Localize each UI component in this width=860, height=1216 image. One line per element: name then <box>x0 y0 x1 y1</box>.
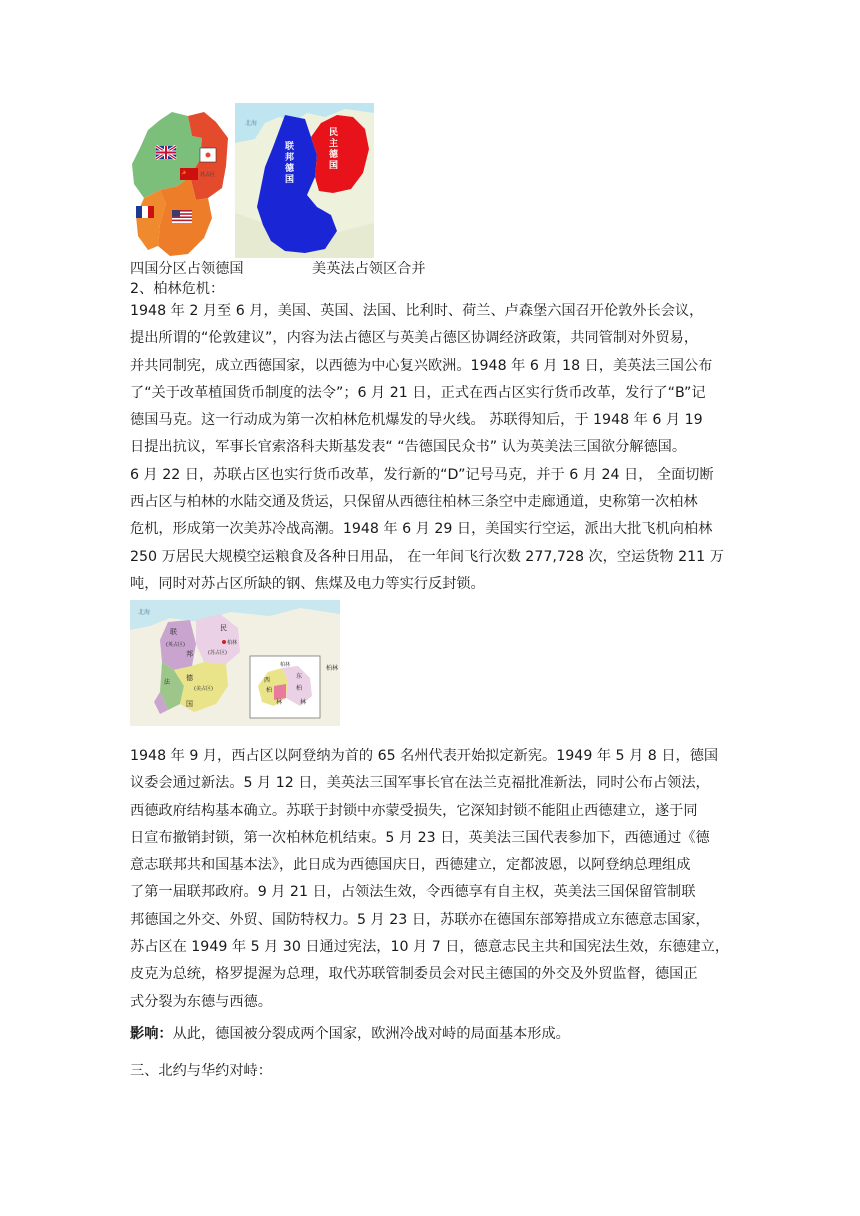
map3-zone-label: 德 <box>186 674 193 682</box>
paragraph-line: 1948 年 9 月，西占区以阿登纳为首的 65 名州代表开始拟定新宪。1949 年 5 月 8 日，德国 <box>130 748 719 764</box>
map3-berlin-label: 柏林 <box>326 665 339 672</box>
map3-zone-label: 柏林 <box>227 640 238 646</box>
map2-sea-label: 北海 <box>245 120 258 127</box>
map-vertical-char: 国 <box>329 161 339 171</box>
paragraph-line: 了第一届联邦政府。9 月 21 日，占领法生效，令西德享有自主权，英美法三国保留管制联 <box>130 884 696 901</box>
map3-zone-label: 邦 <box>186 650 193 658</box>
paragraph-line: 皮克为总统，格罗提渥为总理，取代苏联管制委员会对民主德国的外交及外贸监督，德国正 <box>130 966 698 983</box>
paragraph-line: 式分裂为东德与西德。 <box>130 993 272 1010</box>
inset-label: 东 <box>296 673 303 680</box>
frg-gdr-map <box>235 103 374 258</box>
paragraph-line: 议委会通过新法。5 月 12 日，美英法三国军事长官在法兰克福批准新法，同时公布占领法， <box>130 775 710 792</box>
berlin-marker <box>206 153 211 158</box>
map3-zone-label: 联 <box>170 628 177 636</box>
paragraph-line: 意志联邦共和国基本法》，此日成为西德国庆日，西德建立，定都波恩，以阿登纳总理组成 <box>130 857 691 874</box>
paragraph-line: 苏占区在 1949 年 5 月 30 日通过宪法，10 月 7 日，德意志民主共和国宪法生效，东德建立， <box>130 939 730 956</box>
paragraph-line: 吨，同时对苏占区所缺的钢、焦煤及电力等实行反封锁。 <box>130 575 485 592</box>
berlin-division-map <box>130 600 340 726</box>
paragraph-line: 250 万居民大规模空运粮食及各种日用品， 在一年间飞行次数 277,728 次，空运货物 211 万 <box>130 548 724 565</box>
map3-zone-label: (美占区) <box>194 686 213 692</box>
map3-zone-label: 法 <box>164 679 171 686</box>
map3-sea-label: 北海 <box>138 609 151 616</box>
inset-label: 林 <box>300 699 307 706</box>
inset-label: 柏 <box>296 685 303 692</box>
map-vertical-char: 德 <box>329 150 339 160</box>
map3-zone-label: (英占区) <box>166 642 185 648</box>
map3-zone-label: (苏占区) <box>208 650 227 656</box>
bear-label: 苏占区 <box>200 172 216 178</box>
paragraph-line: 邦德国之外交、外贸、国防特权力。5 月 23 日，苏联亦在德国东部筹措成立东德意志国家， <box>130 911 710 928</box>
map3-berlin-marker <box>222 640 226 644</box>
map3-zone-label: 民 <box>220 624 227 632</box>
impact-paragraph <box>130 1023 734 1043</box>
paragraph-line: 日宣布撤销封锁，第一次柏林危机结束。5 月 23 日，英美法三国代表参加下，西德通过《德 <box>130 829 710 846</box>
impact-label: 影响： <box>130 1026 173 1042</box>
caption-zone-merge: 美英法占领区合并 <box>312 261 426 277</box>
inset-label: 柏林 <box>280 662 291 668</box>
impact-text: 从此，德国被分裂成两个国家，欧洲冷战对峙的局面基本形成。 <box>172 1026 570 1042</box>
paragraph-founding <box>130 743 734 1016</box>
map-vertical-char: 国 <box>285 175 295 185</box>
uk-flag-icon <box>156 146 176 159</box>
paragraph-line: 提出所谓的“伦敦建议”，内容为法占德区与英美占德区协调经济政策，共同管制对外贸易， <box>130 330 699 347</box>
gdr-label <box>329 126 339 171</box>
map-vertical-char: 邦 <box>285 153 295 163</box>
ussr-flag-icon <box>180 168 198 180</box>
frg-label <box>284 140 295 185</box>
heading-nato-warsaw: 三、北约与华约对峙： <box>130 1063 272 1079</box>
paragraph-line: 德国马克。这一行动成为第一次柏林危机爆发的导火线。 苏联得知后，于 1948 年 6 月 19 <box>130 412 703 429</box>
caption-four-zones: 四国分区占领德国 <box>130 261 244 277</box>
berlin-sector-red <box>274 684 286 700</box>
paragraph-line: 了“关于改革植国货币制度的法令”；6 月 21 日，正式在西占区实行货币改革，发行了“B”记 <box>130 384 706 401</box>
paragraph-line: 西德政府结构基本确立。苏联于封锁中亦蒙受损失，它深知封锁不能阻止西德建立，遂于同 <box>130 802 698 819</box>
heading-berlin-crisis: 2、柏林危机： <box>130 281 225 297</box>
inset-label: 西 <box>264 677 271 684</box>
paragraph-berlin-crisis <box>130 298 734 598</box>
svg-text:☭: ☭ <box>181 170 186 177</box>
us-flag-icon <box>172 210 192 223</box>
inset-label: 林 <box>276 699 283 706</box>
paragraph-line: 日提出抗议，军事长官索洛科夫斯基发表“ “告德国民众书” 认为英美法三国欲分解德国。 <box>130 439 687 456</box>
map-vertical-char: 德 <box>285 164 295 174</box>
map3-zone-label: 国 <box>186 700 193 708</box>
paragraph-line: 1948 年 2 月至 6 月，美国、英国、法国、比利时、荷兰、卢森堡六国召开伦敦外长会议， <box>130 303 704 319</box>
france-flag-icon <box>136 206 154 218</box>
paragraph-line: 西占区与柏林的水陆交通及货运，只保留从西德往柏林三条空中走廊通道，史称第一次柏林 <box>130 494 698 511</box>
paragraph-line: 危机，形成第一次美苏冷战高潮。1948 年 6 月 29 日，美国实行空运，派出大批飞机向柏林 <box>130 521 713 538</box>
paragraph-line: 并共同制宪，成立西德国家，以西德为中心复兴欧洲。1948 年 6 月 18 日，美英法三国公布 <box>130 357 713 374</box>
paragraph-line: 6 月 22 日，苏联占区也实行货币改革，发行新的“D”记号马克，并于 6 月 24 日， 全面切断 <box>130 466 714 483</box>
inset-label: 柏 <box>266 687 273 694</box>
map-vertical-char: 联 <box>285 142 295 152</box>
four-zone-occupation-map <box>130 108 230 258</box>
map-vertical-char: 民 <box>329 128 339 138</box>
map-vertical-char: 主 <box>329 139 339 149</box>
